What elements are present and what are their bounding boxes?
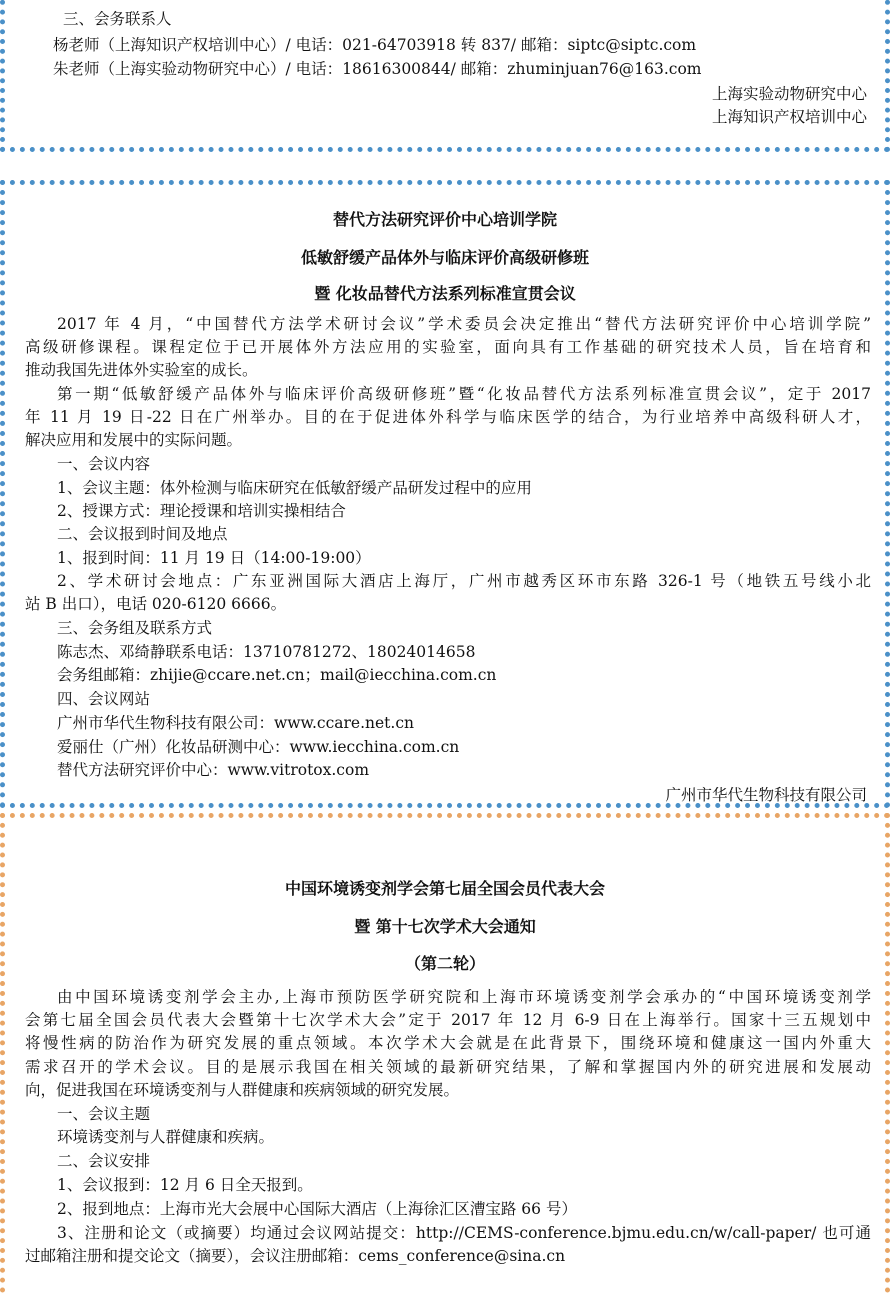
section-heading: 三、会务组及联系方式: [57, 619, 213, 637]
section-heading: 二、会议安排: [57, 1152, 151, 1170]
notice-subtitle: 低敏舒缓产品体外与临床评价高级研修班: [300, 248, 589, 267]
notice-box-training: [0, 180, 890, 808]
section-heading: 四、会议网站: [57, 690, 151, 708]
text-line: 会第七届全国会员代表大会暨第十七次学术大会”定于 2017 年 12 月 6-9 日在上海举行。国家十三五规划中: [25, 1011, 871, 1029]
notice-box-contacts: [0, 0, 890, 152]
text-line: 需求召开的学术会议。目的是展示我国在相关领域的最新研究结果，了解和掌握国内外的研究进展和发展动: [25, 1058, 871, 1076]
signature: 上海实验动物研究中心: [711, 85, 867, 103]
text-line: 2、报到地点：上海市光大会展中心国际大酒店（上海徐汇区漕宝路 66 号）: [57, 1200, 577, 1218]
notice-title: 替代方法研究评价中心培训学院: [332, 210, 557, 229]
text-line: 替代方法研究评价中心：www.vitrotox.com: [57, 761, 370, 779]
text-line: 杨老师（上海知识产权培训中心）/ 电话：021-64703918 转 837/ 邮箱：siptc@siptc.com: [53, 36, 697, 54]
notice-subtitle: （第二轮）: [404, 954, 485, 973]
text-line: 站 B 出口），电话 020-6120 6666。: [25, 595, 287, 613]
text-line: 高级研修课程。课程定位于已开展体外方法应用的实验室，面向具有工作基础的研究技术人员，旨在培育和: [25, 338, 871, 356]
section-heading: 一、会议主题: [57, 1105, 151, 1123]
notice-title: 中国环境诱变剂学会第七届全国会员代表大会: [284, 879, 605, 898]
notice-subtitle: 暨 化妆品替代方法系列标准宣贯会议: [314, 284, 576, 303]
text-line: 2017 年 4 月，“中国替代方法学术研讨会议”学术委员会决定推出“替代方法研究评价中心培训学院”: [57, 315, 871, 333]
section-heading: 二、会议报到时间及地点: [57, 525, 228, 543]
text-line: 解决应用和发展中的实际问题。: [25, 431, 243, 449]
text-line: 2、学术研讨会地点：广东亚洲国际大酒店上海厅，广州市越秀区环市东路 326-1 号（地铁五号线小北: [57, 572, 871, 590]
text-line: 1、会议报到：12 月 6 日全天报到。: [57, 1176, 313, 1194]
text-line: 朱老师（上海实验动物研究中心）/ 电话：18616300844/ 邮箱：zhuminjuan76@163.com: [53, 60, 702, 78]
text-line: 将慢性病的防治作为研究发展的重点领域。本次学术大会就是在此背景下，围绕环境和健康这一国内外重大: [25, 1034, 871, 1052]
text-line: 三、会务联系人: [63, 10, 172, 28]
text-line: 推动我国先进体外实验室的成长。: [25, 361, 258, 379]
text-line: 第一期“低敏舒缓产品体外与临床评价高级研修班”暨“化妆品替代方法系列标准宣贯会议”，定于 2017: [57, 385, 871, 403]
text-line: 1、会议主题：体外检测与临床研究在低敏舒缓产品研发过程中的应用: [57, 479, 532, 497]
text-line: 2、授课方式：理论授课和培训实操相结合: [57, 502, 346, 520]
text-line: 爱丽仕（广州）化妆品研测中心：www.iecchina.com.cn: [57, 738, 460, 756]
signature: 上海知识产权培训中心: [711, 108, 867, 126]
text-line: 3、注册和论文（或摘要）均通过会议网站提交：http://CEMS-conference.bjmu.edu.cn/w/call-paper/ 也可通: [57, 1224, 871, 1242]
notice-box-conference: [0, 813, 890, 1293]
text-line: 会务组邮箱：zhijie@ccare.net.cn；mail@iecchina.com.cn: [57, 666, 497, 684]
text-line: 过邮箱注册和提交论文（摘要），会议注册邮箱：cems_conference@sina.cn: [25, 1247, 566, 1265]
text-line: 环境诱变剂与人群健康和疾病。: [57, 1128, 275, 1146]
text-line: 广州市华代生物科技有限公司：www.ccare.net.cn: [57, 714, 414, 732]
text-line: 1、报到时间：11 月 19 日（14:00-19:00）: [57, 549, 371, 567]
text-line: 向，促进我国在环境诱变剂与人群健康和疾病领域的研究发展。: [25, 1081, 460, 1099]
text-line: 年 11 月 19 日-22 日在广州举办。目的在于促进体外科学与临床医学的结合，为行业培养中高级科研人才，: [25, 408, 871, 426]
section-heading: 一、会议内容: [57, 455, 151, 473]
notice-subtitle: 暨 第十七次学术大会通知: [354, 917, 536, 936]
text-line: 由中国环境诱变剂学会主办,上海市预防医学研究院和上海市环境诱变剂学会承办的“中国环境诱变剂学: [57, 988, 871, 1006]
text-line: 陈志杰、邓绮静联系电话：13710781272、18024014658: [57, 643, 476, 661]
signature: 广州市华代生物科技有限公司: [665, 786, 867, 804]
